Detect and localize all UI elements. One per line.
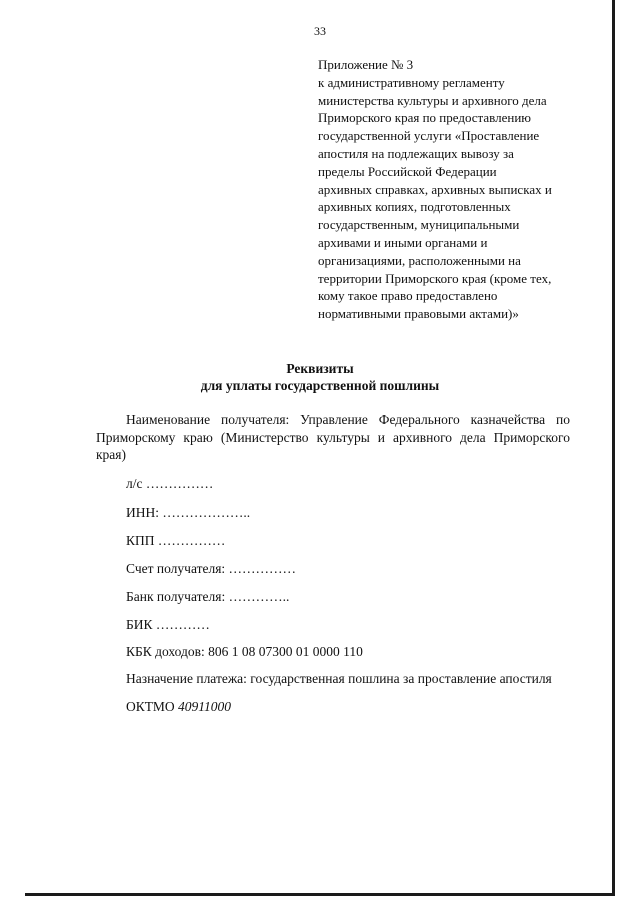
heading-subtitle: для уплаты государственной пошлины: [200, 378, 440, 393]
appendix-line: архивами и иными органами и: [318, 234, 488, 250]
field-kbk: КБК доходов: 806 1 08 07300 01 0000 110: [126, 644, 363, 659]
field-payment-purpose: Назначение платежа: государственная пошлина за проставление апостиля: [126, 671, 552, 686]
field-recipient-account: Счет получателя: ……………: [126, 561, 297, 576]
appendix-line: государственной услуги «Проставление: [318, 128, 540, 144]
field-personal-account: л/с ……………: [126, 476, 214, 491]
field-oktmo: [126, 699, 231, 715]
appendix-line: архивных справках, архивных выписках и: [318, 181, 552, 197]
appendix-line: нормативными правовыми актами)»: [318, 306, 519, 322]
page-number: 33: [314, 24, 326, 38]
recipient-line: Наименование получателя: Управление Федерального казначейства по: [126, 412, 570, 427]
field-bik: БИК …………: [126, 617, 210, 632]
appendix-line: территории Приморского края (кроме тех,: [318, 270, 552, 286]
scan-edge-bottom: [25, 893, 615, 896]
field-kpp: КПП ……………: [126, 533, 226, 548]
document-heading: [0, 360, 640, 394]
appendix-line: к административному регламенту: [318, 74, 505, 90]
appendix-line: апостиля на подлежащих вывозу за: [318, 145, 514, 161]
oktmo-value: 40911000: [177, 699, 231, 714]
scan-edge-right: [612, 0, 615, 895]
appendix-line: Приложение № 3: [318, 57, 414, 72]
appendix-line: организациями, расположенными на: [318, 252, 521, 268]
field-inn: ИНН: ………………..: [126, 505, 251, 520]
oktmo-label: ОКТМО: [126, 699, 178, 714]
appendix-line: министерства культуры и архивного дела: [318, 92, 547, 108]
appendix-line: Приморского края по предоставлению: [318, 110, 532, 126]
recipient-line: Приморскому краю (Министерство культуры и архивного дела Приморского: [96, 429, 570, 445]
appendix-line: пределы Российской Федерации: [318, 163, 497, 179]
recipient-name-paragraph: [96, 411, 570, 464]
appendix-line: государственным, муниципальными: [318, 217, 520, 233]
appendix-block: [318, 56, 608, 323]
field-recipient-bank: Банк получателя: …………..: [126, 589, 290, 604]
recipient-line: края): [96, 447, 127, 462]
heading-title: Реквизиты: [286, 361, 354, 376]
appendix-line: кому такое право предоставлено: [318, 288, 498, 304]
appendix-line: архивных копиях, подготовленных: [318, 199, 511, 215]
